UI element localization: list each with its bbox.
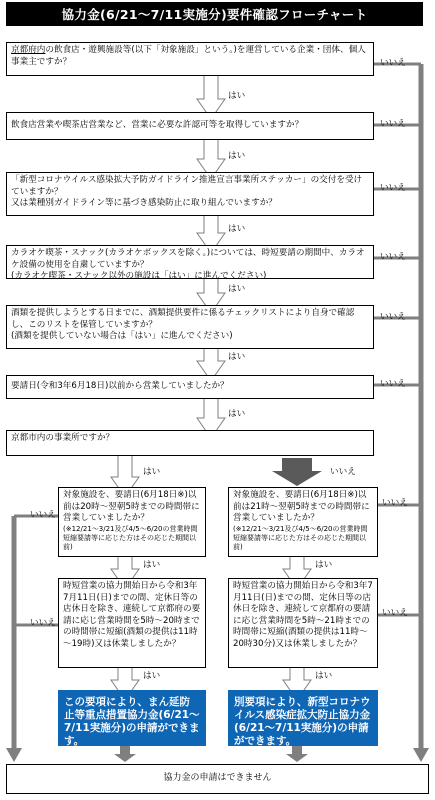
question-2-box (6, 112, 374, 140)
question-7-box (6, 430, 374, 456)
question-8-right-text: 対象施設を、要請日(6月18日※)以前は21時～翌朝5時までの時間帯に営業していましたか？ (233, 490, 370, 523)
question-8-left-text: 対象施設を、要請日(6月18日※)以前は20時～翌朝5時までの時間帯に営業していましたか？ (63, 490, 200, 523)
question-8-right-note: (※12/21～3/21及び4/5～6/20の営業時間短縮要請等に応じた方はその応じた期間以前) (233, 524, 368, 551)
question-1-text: の飲食店・遊興施設等(以下「対象施設」という。)を運営している企業・団体、個人事業主ですか？ (11, 45, 366, 67)
question-9-right-text: 時短営業の協力開始日から令和3年7月11日(日)までの間、定休日等の店休日を除き、連続して京都府の要請に応じ営業時間を5時～21時までの時間帯に短縮(酒類の提供は11時～20時30分)又は休業しましたか？ (233, 581, 373, 649)
yes-label-9-right: はい (315, 671, 333, 681)
question-6-text: 要請日(令和3年6月18日)以前から営業していましたか？ (11, 381, 229, 392)
question-3-line1: 「新型コロナウイルス感染拡大予防ガイドライン推進宣言事業所ステッカー」の交付を受けていますか？ (11, 175, 363, 197)
question-8-left-box (58, 487, 206, 557)
question-7-text: 京都市内の事業所ですか？ (11, 433, 115, 443)
no-label-6: いいえ (380, 379, 406, 389)
question-5-line1: 酒類を提供しようとする日までに、酒類提供要件に係るチェックリストにより自身で確認し、このリストを保管していますか？ (11, 308, 355, 330)
result-left-text: この要項により、まん延防止等重点措置協力金(6/21～7/11実施分)の申請ができます。 (64, 696, 200, 747)
yes-label-kyoto: はい (143, 467, 161, 477)
no-label-1: いいえ (380, 58, 406, 68)
question-8-left-note: (※12/21～3/21及び4/5～6/20の営業時間短縮要請等に応じた方はその応じた期間以前) (63, 524, 198, 551)
result-right-box (228, 690, 378, 746)
no-label-2: いいえ (380, 119, 406, 129)
final-text: 協力金の申請はできません (163, 773, 272, 784)
yes-label-3: はい (228, 224, 246, 234)
question-5-line2: (酒類を提供していない場合は「はい」に進んでください) (11, 331, 233, 341)
question-6-box (6, 375, 374, 399)
yes-label-6: はい (228, 409, 246, 419)
yes-label-4: はい (228, 284, 246, 294)
question-8-right-box (228, 487, 378, 557)
question-1-underlined: 京都府内 (11, 45, 46, 55)
yes-label-8-right: はい (315, 560, 333, 570)
no-path-left-arrowhead (6, 748, 22, 762)
final-box (6, 764, 429, 794)
yes-label-9-left: はい (143, 671, 161, 681)
no-label-kyoto: いいえ (330, 467, 356, 477)
page-title: 協力金(6/21～7/11実施分)要件確認フローチャート (6, 2, 423, 26)
question-9-right-box (228, 578, 378, 668)
yes-label-8-left: はい (143, 560, 161, 570)
question-4-line1: カラオケ喫茶・スナック(カラオケボックスを除く。)については、時短要請の期間中、カラオケ設備の使用を自粛していますか？ (11, 248, 365, 270)
question-4-box (6, 245, 374, 279)
no-label-8-right: いいえ (382, 498, 408, 508)
question-2-text: 飲食店営業や喫茶店営業など、営業に必要な許認可等を取得していますか？ (11, 120, 304, 131)
no-label-5: いいえ (380, 312, 406, 322)
no-label-9-right: いいえ (382, 608, 408, 618)
no-label-9-left: いいえ (30, 618, 56, 628)
question-3-box (6, 172, 374, 216)
question-9-left-box (58, 578, 206, 668)
question-3-line2: 又は業種別ガイドライン等に基づき感染防止に取り組んでいますか？ (11, 198, 277, 208)
yes-label-1: はい (228, 91, 246, 101)
no-label-8-left: いいえ (30, 510, 56, 520)
result-right-text: 別要項により、新型コロナウイルス感染症拡大防止協力金(6/21～7/11実施分)の申請ができます。 (234, 696, 371, 747)
yes-label-2: はい (228, 151, 246, 161)
no-path-right-arrowhead (413, 748, 429, 762)
no-label-4: いいえ (380, 252, 406, 262)
yes-label-5: はい (228, 352, 246, 362)
question-4-line2: (カラオケ喫茶・スナック以外の施設は「はい」に進んでください) (11, 271, 267, 281)
question-9-left-text: 時短営業の協力開始日から令和3年7月11日(日)までの間、定休日等の店休日を除き、連続して京都府の要請に応じ営業時間を5時～20時までの時間帯に短縮(酒類の提供は11時～19時)又は休業しましたか？ (63, 581, 201, 649)
result-left-box (58, 690, 206, 746)
question-1-box (6, 42, 374, 76)
no-arrow-kyoto (272, 458, 322, 486)
question-5-box (6, 305, 374, 349)
no-label-3: いいえ (380, 183, 406, 193)
